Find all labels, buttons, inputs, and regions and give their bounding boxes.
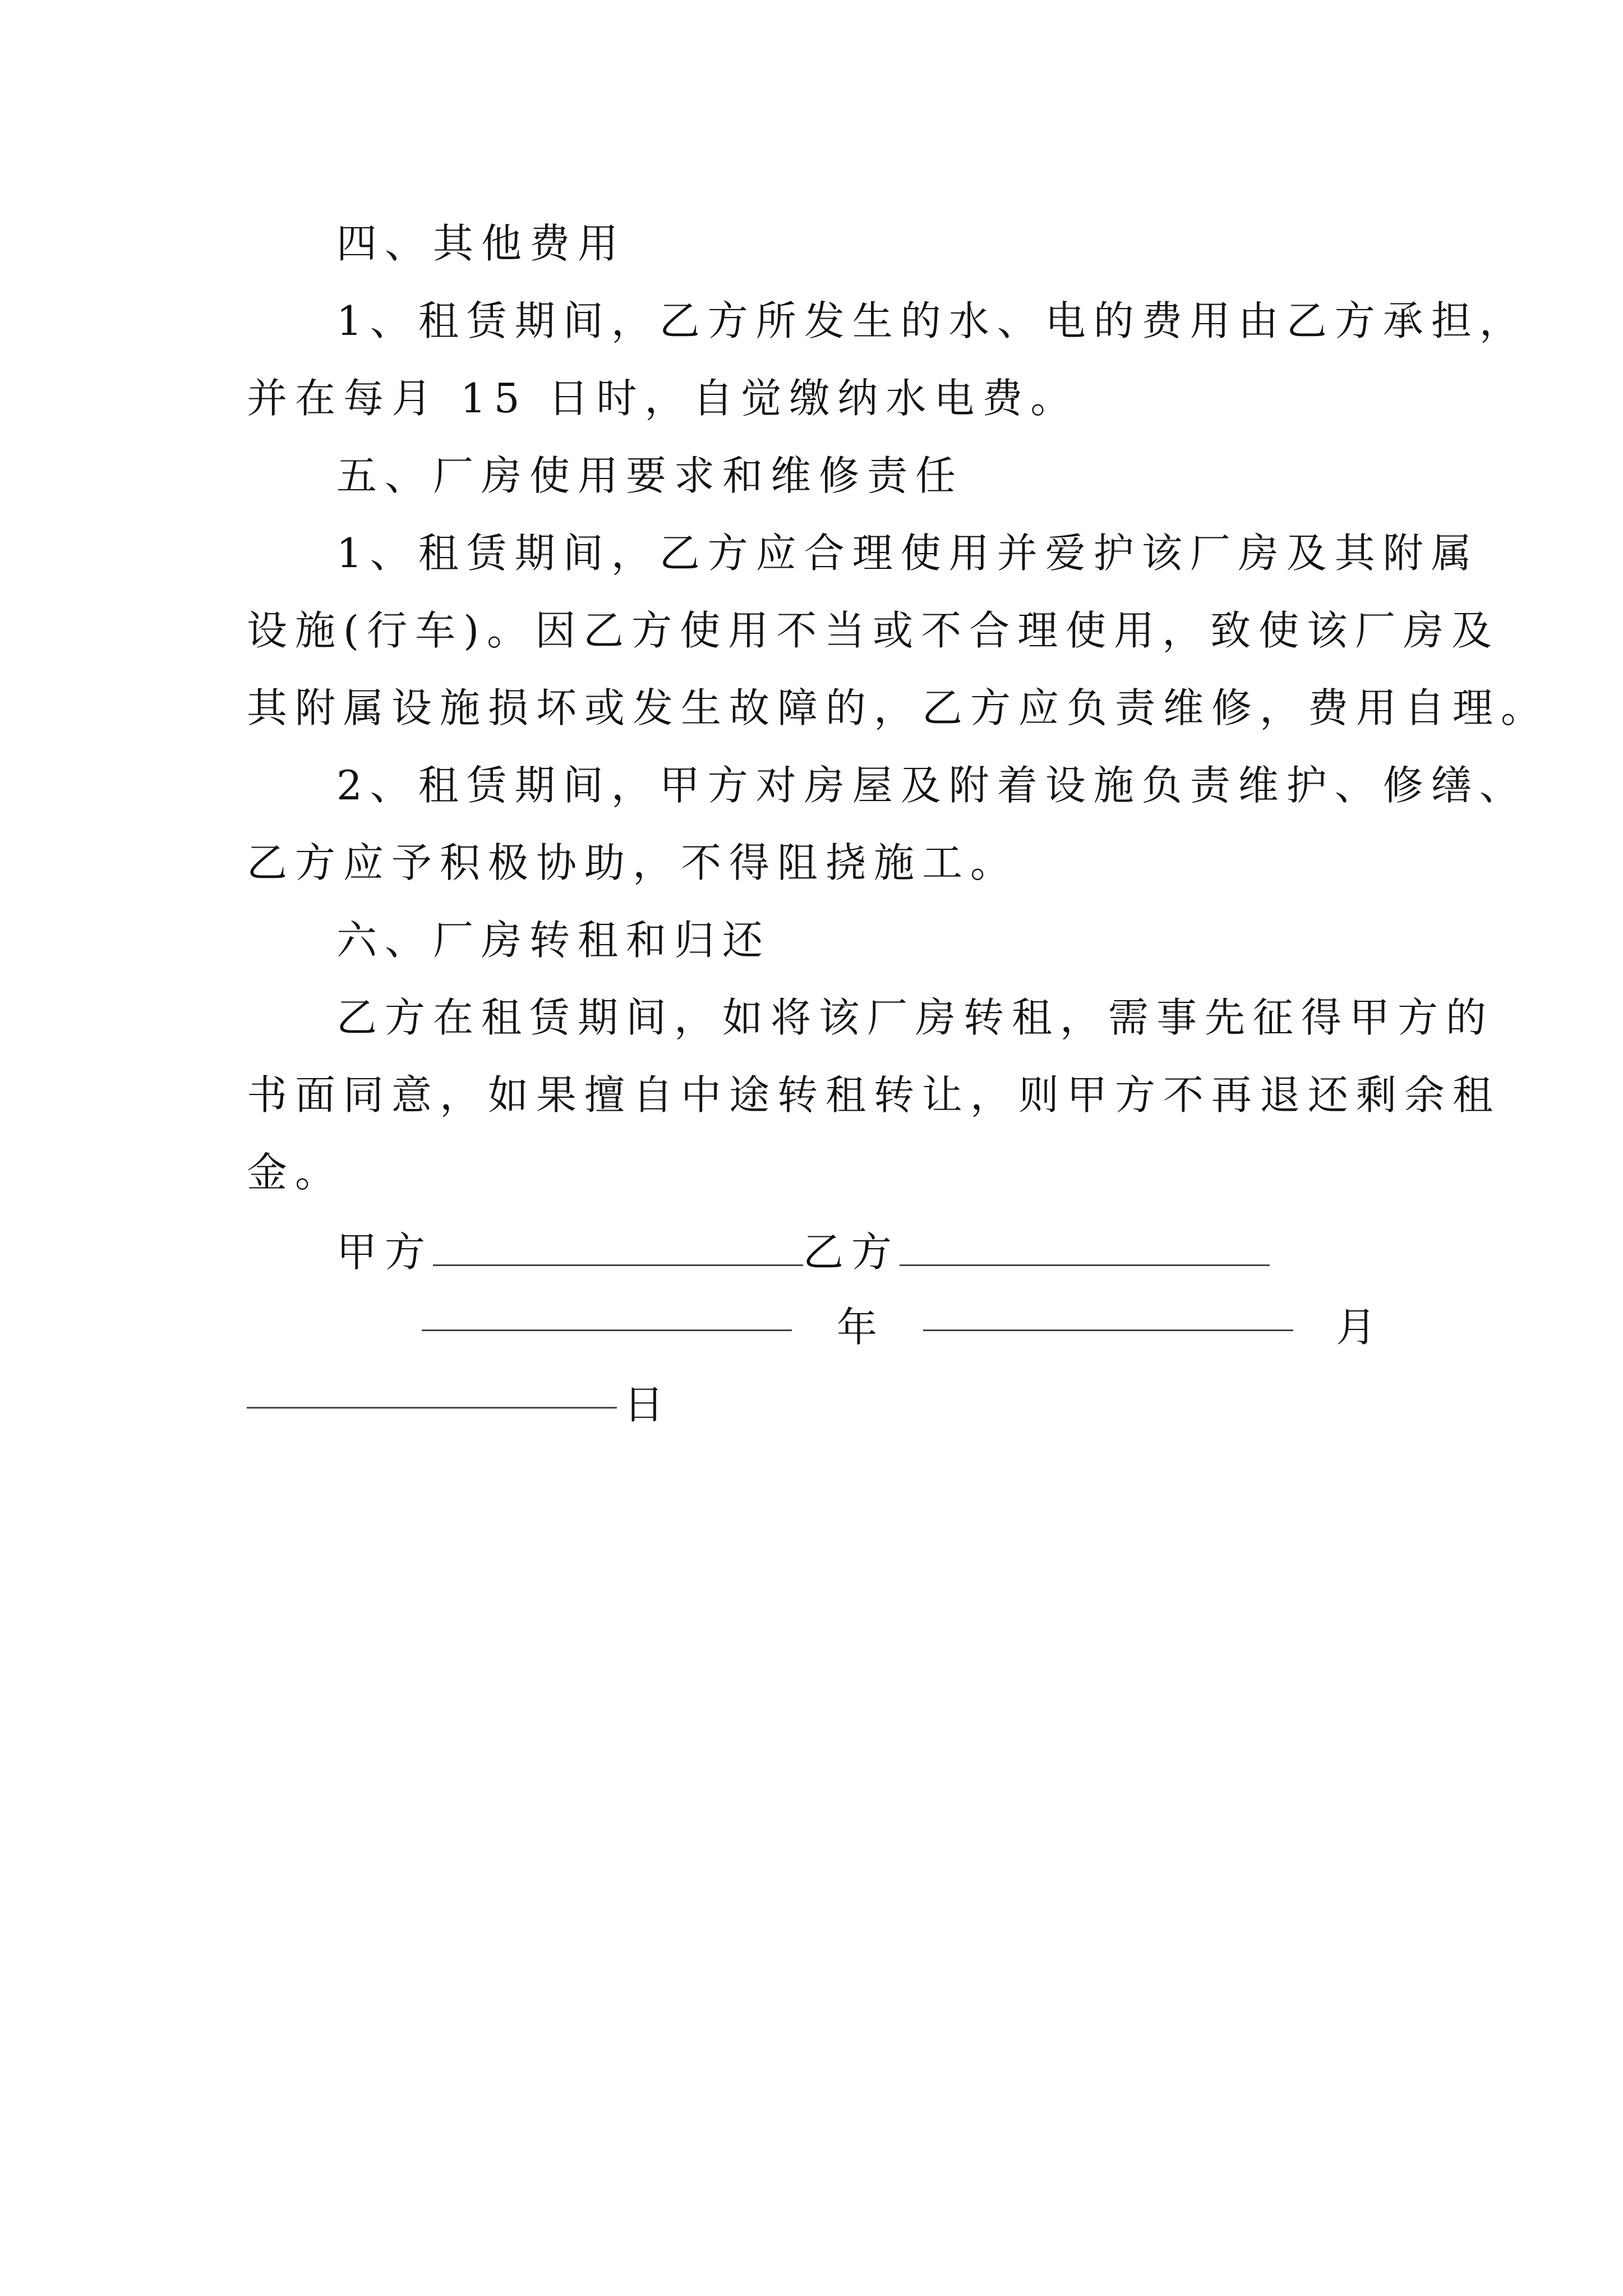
party-b-label: 乙方 — [803, 1228, 900, 1276]
paragraph-line: 设施(行车)。因乙方使用不当或不合理使用，致使该厂房及 — [247, 607, 1500, 654]
month-label: 月 — [1336, 1304, 1385, 1351]
paragraph-line: 乙方在租赁期间，如将该厂房转租，需事先征得甲方的 — [336, 994, 1495, 1041]
paragraph-line: 书面同意，如果擅自中途转租转让，则甲方不再退还剩余租 — [247, 1071, 1501, 1119]
year-blank — [422, 1295, 792, 1331]
month-blank — [923, 1295, 1293, 1331]
party-a-label: 甲方 — [336, 1228, 434, 1276]
paragraph-line: 1、租赁期间，乙方所发生的水、电的费用由乙方承担， — [336, 297, 1528, 344]
day-label: 日 — [624, 1381, 672, 1428]
year-label: 年 — [837, 1304, 886, 1351]
section-heading-sublease-return: 六、厂房转租和归还 — [336, 917, 771, 964]
day-blank — [247, 1372, 617, 1409]
paragraph-line: 2、租赁期间，甲方对房屋及附着设施负责维护、修缮、 — [336, 762, 1528, 809]
signature-row — [336, 1228, 1270, 1276]
paragraph-line: 其附属设施损坏或发生故障的，乙方应负责维修，费用自理。 — [247, 684, 1550, 731]
paragraph-line: 1、租赁期间，乙方应合理使用并爱护该厂房及其附属 — [336, 530, 1479, 577]
party-a-signature-blank — [433, 1230, 803, 1266]
party-b-signature-blank — [900, 1230, 1270, 1266]
section-heading-usage-maintenance: 五、厂房使用要求和维修责任 — [336, 452, 964, 499]
paragraph-line: 金。 — [247, 1149, 344, 1196]
paragraph-line: 乙方应予积极协助，不得阻挠施工。 — [247, 839, 1019, 886]
paragraph-line: 并在每月 15 日时，自觉缴纳水电费。 — [247, 375, 1079, 422]
section-heading-other-fees: 四、其他费用 — [336, 220, 626, 267]
